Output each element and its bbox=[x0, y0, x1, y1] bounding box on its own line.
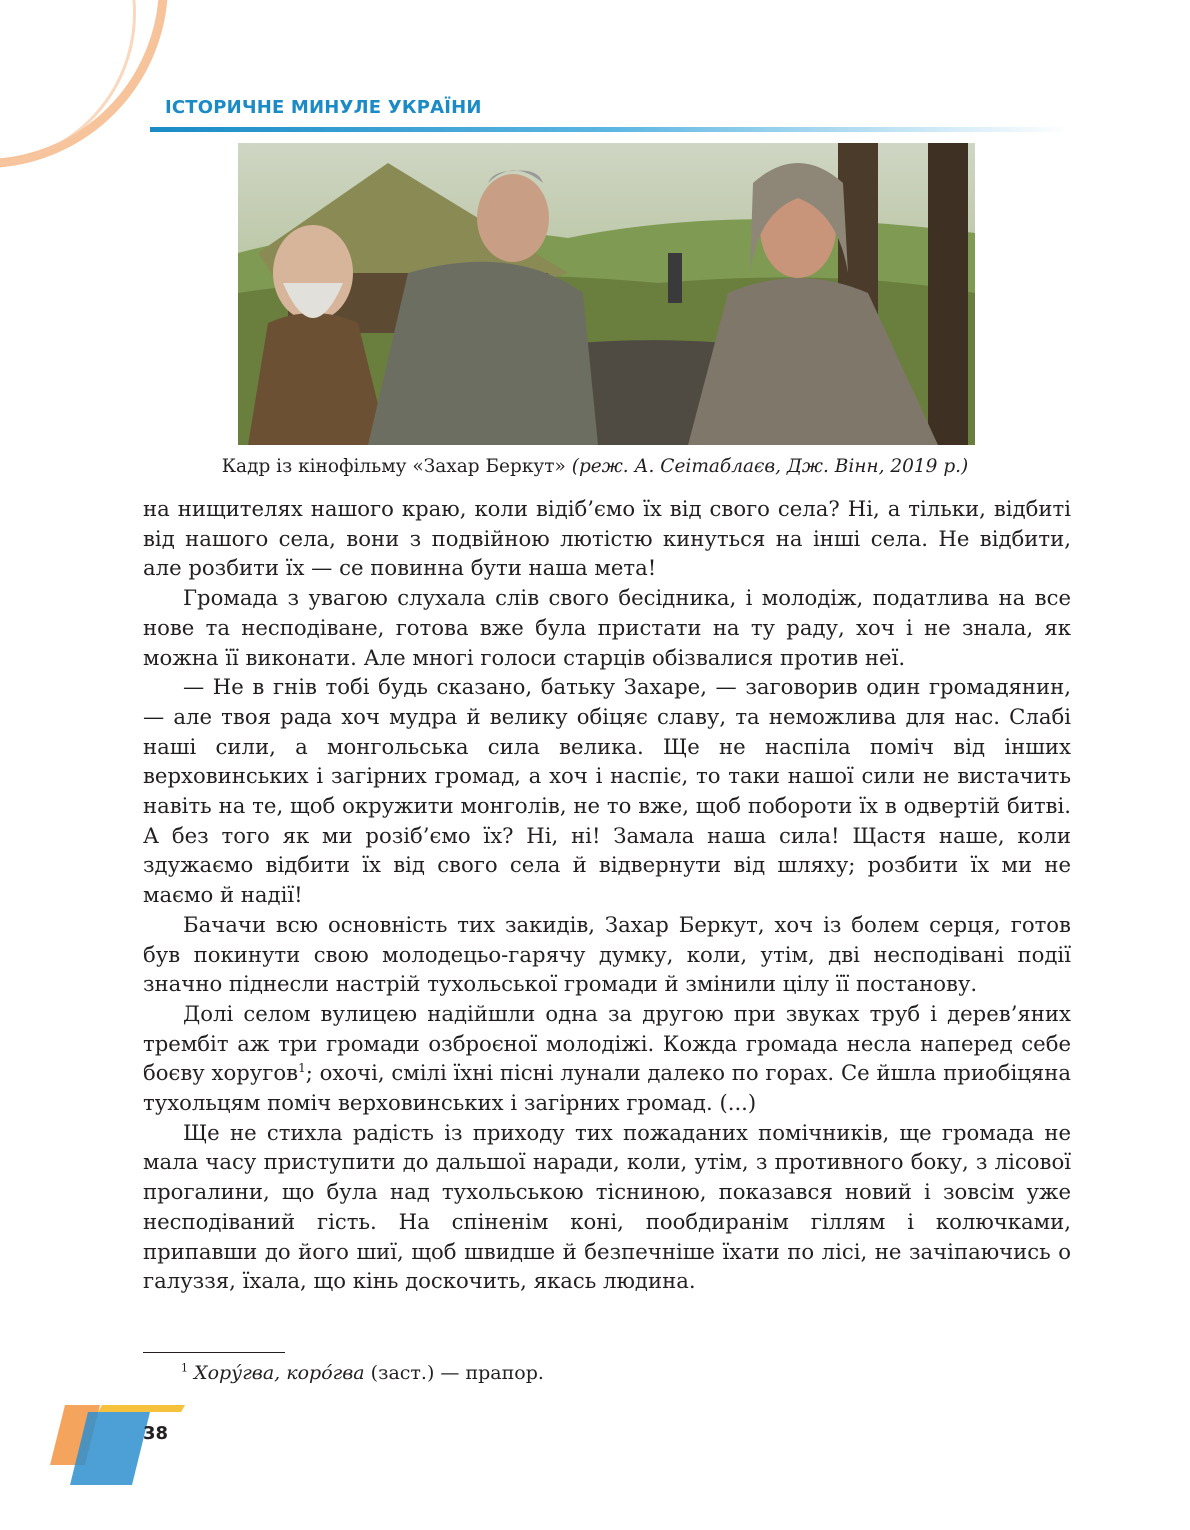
footnote-rule bbox=[143, 1352, 285, 1353]
paragraph-5-part-b: ; охочі, смілі їхні пісні лунали далеко по горах. Се йшла приобіцяна тухольцям поміч верховинських і загірних громад. (...) bbox=[143, 1060, 1071, 1116]
main-text bbox=[143, 494, 1071, 1296]
header-rule bbox=[150, 127, 1070, 132]
caption-credits: (реж. А. Сеітаблаєв, Дж. Вінн, 2019 р.) bbox=[571, 456, 969, 477]
page-number: 38 bbox=[143, 1423, 169, 1444]
paragraph-5-part-a: Долі селом вулицею надійшли одна за другою при звуках труб і дерев’яних трембіт аж три громади озброєної молодіжі. Кожда громада несла наперед себе боєву хоругов bbox=[143, 1000, 1071, 1086]
paragraph-6: Ще не стихла радість із приходу тих пожаданих помічників, ще громада не мала часу приступити до дальшої наради, коли, утім, з противного боку, з лісової прогалини, що була над тухольською тісниною, показався новий і зовсім уже несподіваний гість. На спіненім коні, пообдиранім гіллям і колючками, припавши до його шиї, щоб швидше й безпечніше їхати по лісі, не зачіпаючись о галуззя, їхала, що кінь доскочить, якась людина. bbox=[143, 1119, 1071, 1294]
footnote-ref: 1 bbox=[298, 1061, 306, 1076]
footnote-definition: (заст.) — прапор. bbox=[364, 1362, 544, 1384]
paragraph-5 bbox=[143, 999, 1071, 1118]
paragraph-1: на нищителях нашого краю, коли відіб’ємо їх від свого села? Ні, а тільки, відбиті від нашого села, вони з подвійною лютістю кинуться на інші села. Не відбити, але розбити їх — се повинна бути наша мета! bbox=[143, 496, 1071, 581]
footnote-term: Хору́гва, коро́гва bbox=[194, 1362, 365, 1384]
paragraph-3: — Не в гнів тобі будь сказано, батьку Захаре, — заговорив один громадянин, — але твоя рада хоч мудра й велику обіцяє славу, та неможлива для нас. Слабі наші сили, а монгольська сила велика. Ще не наспіла поміч від інших верховинських і загірних громад, а хоч і наспіє, то таки нашої сили не вистачить навіть на те, щоб окружити монголів, не то вже, щоб побороти їх в одвертій битві. А без того як ми розіб’ємо їх? Ні, ні! Замала наша сила! Щастя наше, коли здужаємо відбити їх від свого села й відвернути від шляху; розбити їх ми не маємо й надії! bbox=[143, 674, 1071, 908]
footnote bbox=[181, 1362, 544, 1384]
caption-main: Кадр із кінофільму «Захар Беркут» bbox=[221, 456, 566, 477]
film-still-illustration bbox=[238, 143, 975, 445]
film-still-image bbox=[238, 143, 975, 445]
section-header: ІСТОРИЧНЕ МИНУЛЕ УКРАЇНИ bbox=[165, 97, 482, 118]
figure-caption bbox=[0, 456, 1190, 477]
page-corner-decoration bbox=[40, 1400, 200, 1490]
paragraph-2: Громада з увагою слухала слів свого бесідника, і молодіж, податлива на все нове та несподіване, готова вже була пристати на ту раду, хоч і не знала, як можна її виконати. Але многі голоси старців обізвалися против неї. bbox=[143, 585, 1071, 670]
footnote-marker: 1 bbox=[181, 1361, 188, 1375]
paragraph-4: Бачачи всю основність тих закидів, Захар Беркут, хоч із болем серця, готов був покинути свою молодецьо-гарячу думку, коли, утім, дві несподівані події значно піднесли настрій тухольської громади й змінили цілу її постанову. bbox=[143, 911, 1071, 997]
